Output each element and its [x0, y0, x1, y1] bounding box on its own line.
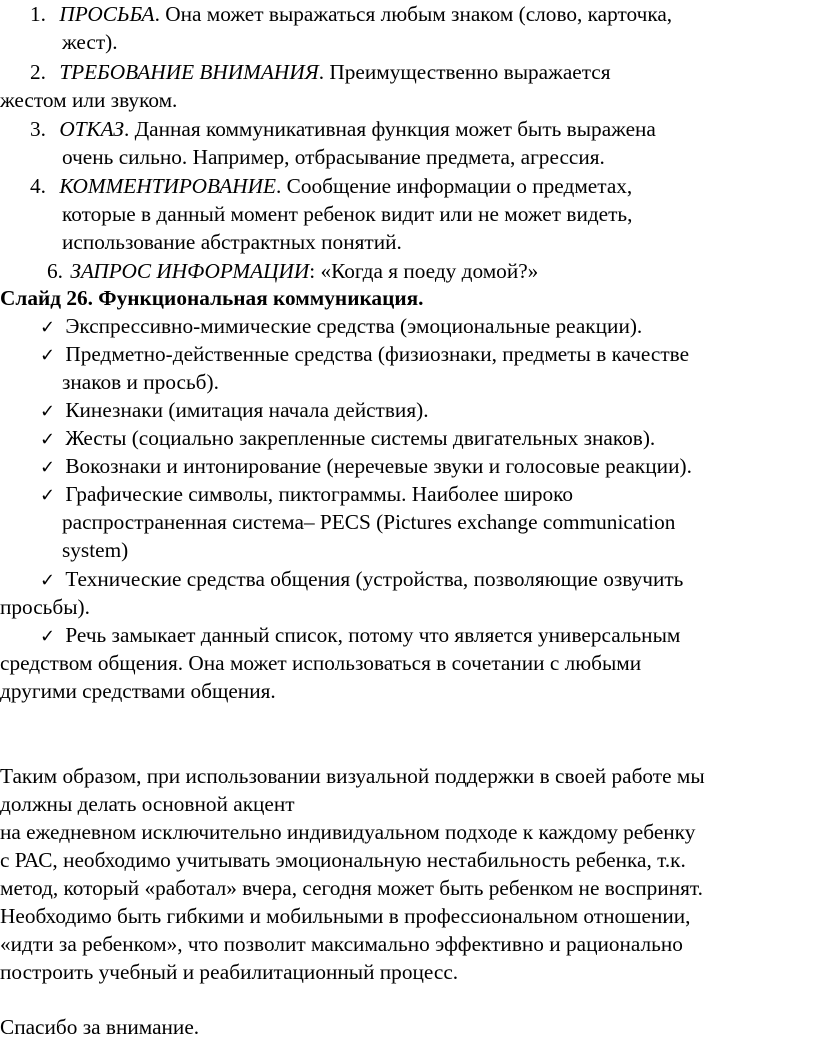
- item-number: 2.: [30, 60, 46, 84]
- item-number: 3.: [30, 117, 46, 141]
- checklist-text-cont: просьбы).: [0, 595, 90, 619]
- item-term: КОММЕНТИРОВАНИЕ: [59, 174, 277, 198]
- numbered-item-4: [30, 173, 632, 201]
- checklist-item: [40, 425, 655, 454]
- item-number: 6.: [47, 259, 63, 283]
- checklist-text: Вокознаки и интонирование (неречевые звуки и голосовые реакции).: [65, 454, 692, 478]
- checklist-text: Жесты (социально закрепленные системы двигательных знаков).: [65, 426, 656, 450]
- item-term: ЗАПРОС ИНФОРМАЦИИ: [70, 259, 310, 283]
- checklist-text-cont: средством общения. Она может использоваться в сочетании с любыми: [0, 651, 642, 675]
- check-icon: ✓: [40, 626, 56, 647]
- item-text: . Она может выражаться любым знаком (слово, карточка,: [154, 2, 673, 26]
- conclusion-line: Необходимо быть гибкими и мобильными в профессиональном отношении,: [0, 904, 691, 928]
- thanks-text: Спасибо за внимание.: [0, 1015, 200, 1039]
- numbered-item-1: [30, 1, 672, 29]
- numbered-item-2-cont: жестом или звуком.: [0, 88, 178, 112]
- checklist-item: [40, 622, 680, 651]
- conclusion-line: должны делать основной акцент: [0, 792, 295, 816]
- checklist-item: [40, 566, 683, 595]
- checklist-text: Кинезнаки (имитация начала действия).: [65, 398, 429, 422]
- check-icon: ✓: [40, 429, 56, 450]
- item-text: : «Когда я поеду домой?»: [309, 259, 539, 283]
- item-text: . Преимущественно выражается: [318, 60, 611, 84]
- checklist-text: Технические средства общения (устройства, позволяющие озвучить: [65, 567, 684, 591]
- conclusion-line: метод, который «работал» вчера, сегодня может быть ребенком не воспринят.: [0, 876, 703, 900]
- checklist-item: [40, 341, 689, 370]
- conclusion-line: Таким образом, при использовании визуальной поддержки в своей работе мы: [0, 764, 705, 788]
- conclusion-line: построить учебный и реабилитационный процесс.: [0, 960, 459, 984]
- check-icon: ✓: [40, 570, 56, 591]
- checklist-text: Графические символы, пиктограммы. Наиболее широко: [65, 482, 574, 506]
- slide-heading: Слайд 26. Функциональная коммуникация.: [0, 286, 424, 310]
- check-icon: ✓: [40, 485, 56, 506]
- checklist-text-cont: другими средствами общения.: [0, 679, 276, 703]
- checklist-text: Экспрессивно-мимические средства (эмоциональные реакции).: [65, 314, 643, 338]
- item-number: 1.: [30, 2, 46, 26]
- checklist-item: [40, 397, 429, 426]
- check-icon: ✓: [40, 401, 56, 422]
- check-icon: ✓: [40, 317, 56, 338]
- checklist-text: Речь замыкает данный список, потому что является универсальным: [65, 623, 681, 647]
- conclusion-line: на ежедневном исключительно индивидуальном подходе к каждому ребенку: [0, 820, 696, 844]
- check-icon: ✓: [40, 457, 56, 478]
- checklist-item: [40, 481, 573, 510]
- checklist-text: Предметно-действенные средства (физиознаки, предметы в качестве: [65, 342, 690, 366]
- item-term: ОТКАЗ: [59, 117, 124, 141]
- numbered-item-3: [30, 116, 656, 144]
- checklist-text-cont: знаков и просьб).: [62, 370, 219, 394]
- item-text: . Сообщение информации о предметах,: [276, 174, 633, 198]
- numbered-item-2: [30, 59, 611, 87]
- item-number: 4.: [30, 174, 46, 198]
- numbered-item-1-cont: жест).: [62, 30, 118, 54]
- numbered-item-3-cont: очень сильно. Например, отбрасывание предмета, агрессия.: [62, 145, 605, 169]
- item-term: ТРЕБОВАНИЕ ВНИМАНИЯ: [59, 60, 319, 84]
- checklist-text-cont: system): [62, 538, 129, 562]
- check-icon: ✓: [40, 345, 56, 366]
- conclusion-line: «идти за ребенком», что позволит максимально эффективно и рационально: [0, 932, 683, 956]
- numbered-item-4-cont: которые в данный момент ребенок видит или не может видеть,: [62, 202, 633, 226]
- numbered-item-6: [47, 258, 538, 286]
- checklist-item: [40, 453, 692, 482]
- conclusion-line: с РАС, необходимо учитывать эмоциональную нестабильность ребенка, т.к.: [0, 848, 686, 872]
- item-term: ПРОСЬБА: [59, 2, 155, 26]
- item-text: . Данная коммуникативная функция может быть выражена: [123, 117, 656, 141]
- numbered-item-4-cont2: использование абстрактных понятий.: [62, 230, 402, 254]
- checklist-text-cont: распространенная система– PECS (Pictures exchange communication: [62, 510, 676, 534]
- checklist-item: [40, 313, 642, 342]
